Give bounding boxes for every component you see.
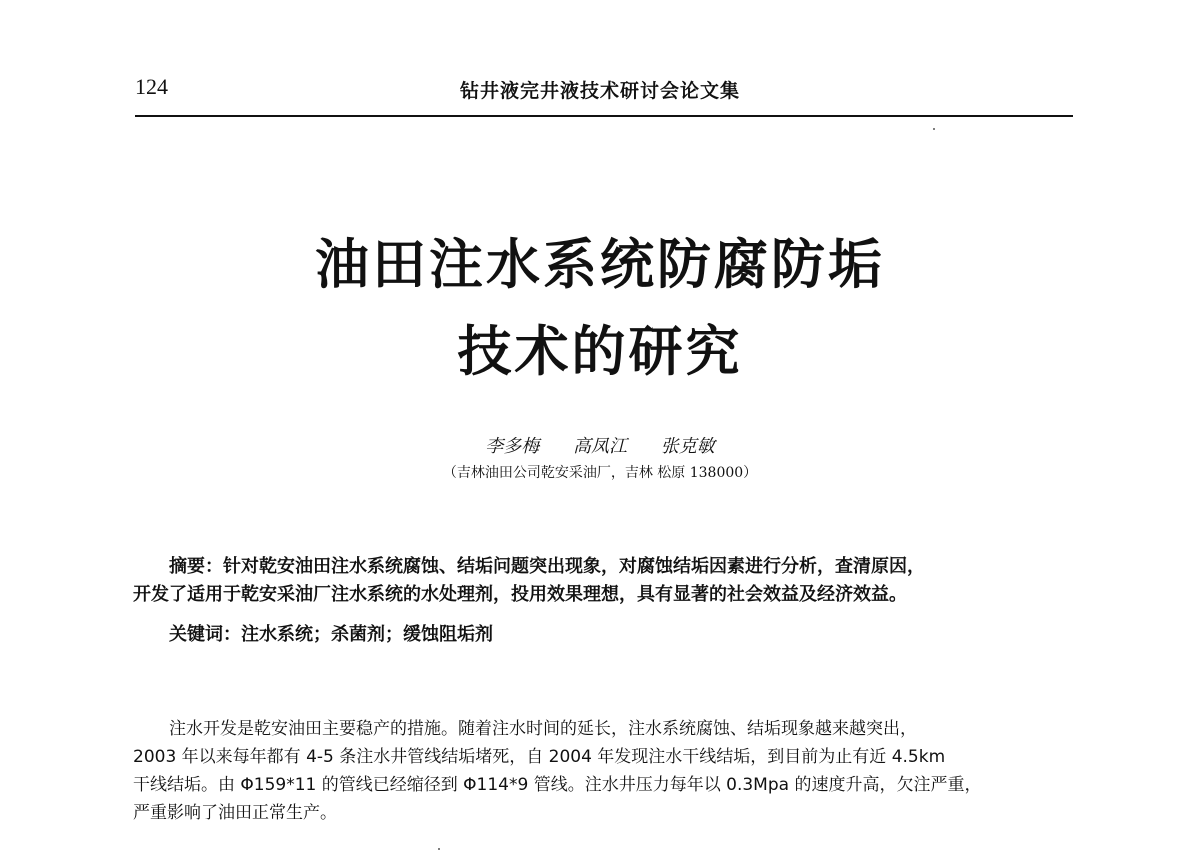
running-head: 钻井液完井液技术研讨会论文集 bbox=[459, 80, 740, 102]
scan-speck bbox=[438, 848, 440, 850]
page-number: 124 bbox=[135, 74, 168, 99]
affiliation: （吉林油田公司乾安采油厂，吉林 松原 138000） bbox=[442, 465, 758, 481]
body-line-3: 干线结垢。由 Φ159*11 的管线已经缩径到 Φ114*9 管线。注水井压力每年以 0.3Mpa 的速度升高，欠注严重， bbox=[133, 775, 982, 795]
scan-speck bbox=[933, 128, 935, 130]
keywords bbox=[133, 621, 1109, 649]
abstract-line-2: 开发了适用于乾安采油厂注水系统的水处理剂，投用效果理想，具有显著的社会效益及经济效益。 bbox=[133, 584, 907, 605]
body-line-2: 2003 年以来每年都有 4-5 条注水井管线结垢堵死，自 2004 年发现注水干线结垢，到目前为止有近 4.5km bbox=[133, 747, 946, 767]
author-list bbox=[0, 432, 1200, 458]
keywords-text: 注水系统；杀菌剂；缓蚀阻垢剂 bbox=[241, 624, 493, 645]
author-name: 李多梅 bbox=[485, 436, 540, 457]
abstract-text: 针对乾安油田注水系统腐蚀、结垢问题突出现象，对腐蚀结垢因素进行分析，查清原因， bbox=[223, 556, 925, 577]
paper-title-line-1: 油田注水系统防腐防垢 bbox=[315, 233, 885, 296]
paper-title-line-2: 技术的研究 bbox=[457, 320, 743, 383]
abstract-line-1 bbox=[133, 553, 1073, 581]
abstract-label: 摘要： bbox=[169, 556, 223, 577]
header-rule bbox=[135, 115, 1073, 117]
author-name: 高凤江 bbox=[573, 436, 627, 457]
body-line-1: 注水开发是乾安油田主要稳产的措施。随着注水时间的延长，注水系统腐蚀、结垢现象越来越突出， bbox=[169, 719, 917, 739]
keywords-label: 关键词： bbox=[169, 624, 241, 645]
abstract bbox=[133, 553, 1073, 609]
body-line-4: 严重影响了油田正常生产。 bbox=[133, 803, 337, 823]
body-paragraph bbox=[133, 715, 1073, 827]
author-name: 张克敏 bbox=[660, 436, 715, 457]
